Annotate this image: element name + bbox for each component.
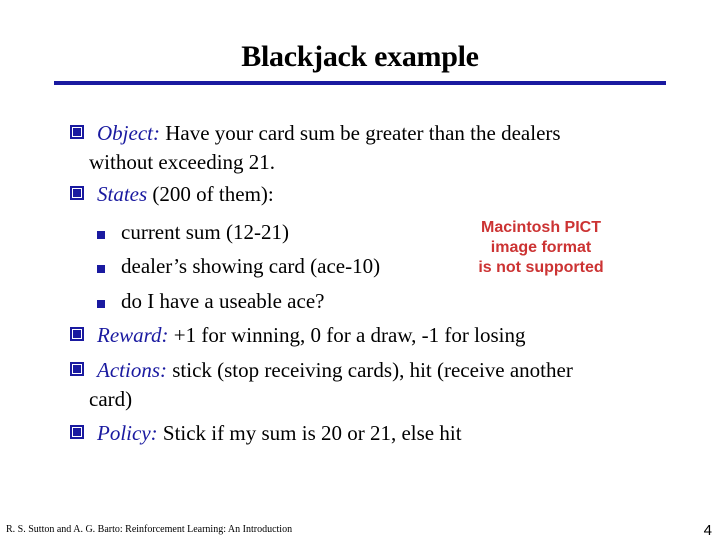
square-bullet-icon bbox=[70, 186, 84, 200]
slide-footer: R. S. Sutton and A. G. Barto: Reinforcement Learning: An Introduction bbox=[6, 524, 293, 535]
square-bullet-icon bbox=[70, 362, 84, 376]
bullet-term: Object: bbox=[97, 121, 160, 145]
bullet-term: Actions: bbox=[97, 358, 167, 382]
small-square-bullet-icon bbox=[97, 231, 105, 239]
bullet-text: Stick if my sum is 20 or 21, else hit bbox=[157, 421, 462, 445]
bullet-text: Have your card sum be greater than the dealers bbox=[159, 121, 561, 145]
page-number: 4 bbox=[703, 522, 712, 539]
small-square-bullet-icon bbox=[97, 300, 105, 308]
bullet-term: Policy: bbox=[97, 421, 158, 445]
bullet-text: +1 for winning, 0 for a draw, -1 for losing bbox=[168, 323, 526, 347]
slide-title: Blackjack example bbox=[241, 40, 479, 73]
slide-content: Object: Have your card sum be greater than the dealers without exceeding 21. States (200 of them): current sum (12-21) dealer’s showing card (ace-10) do I have a useable ace? Reward: +1 for winning, 0 for a draw, -1 for losing Actions: stick (stop receiving cards), hit (receive another card) Policy: Stick if my sum is 20 or 21, else hit Macintosh PICT image format is not supported bbox=[0, 0, 720, 540]
square-bullet-icon bbox=[70, 327, 84, 341]
bullet-text: (200 of them): bbox=[147, 182, 274, 206]
square-bullet-icon bbox=[70, 125, 84, 139]
bullet-text: stick (stop receiving cards), hit (receive another bbox=[166, 358, 573, 382]
bullet-term: States bbox=[97, 182, 148, 206]
bullet-term: Reward: bbox=[97, 323, 169, 347]
bullet-object-continuation: without exceeding 21. bbox=[89, 150, 276, 174]
square-bullet-icon bbox=[70, 425, 84, 439]
small-square-bullet-icon bbox=[97, 265, 105, 273]
bullet-actions-continuation: card) bbox=[89, 387, 133, 411]
unsupported-image-placeholder: Macintosh PICT image format is not supported bbox=[478, 219, 604, 276]
